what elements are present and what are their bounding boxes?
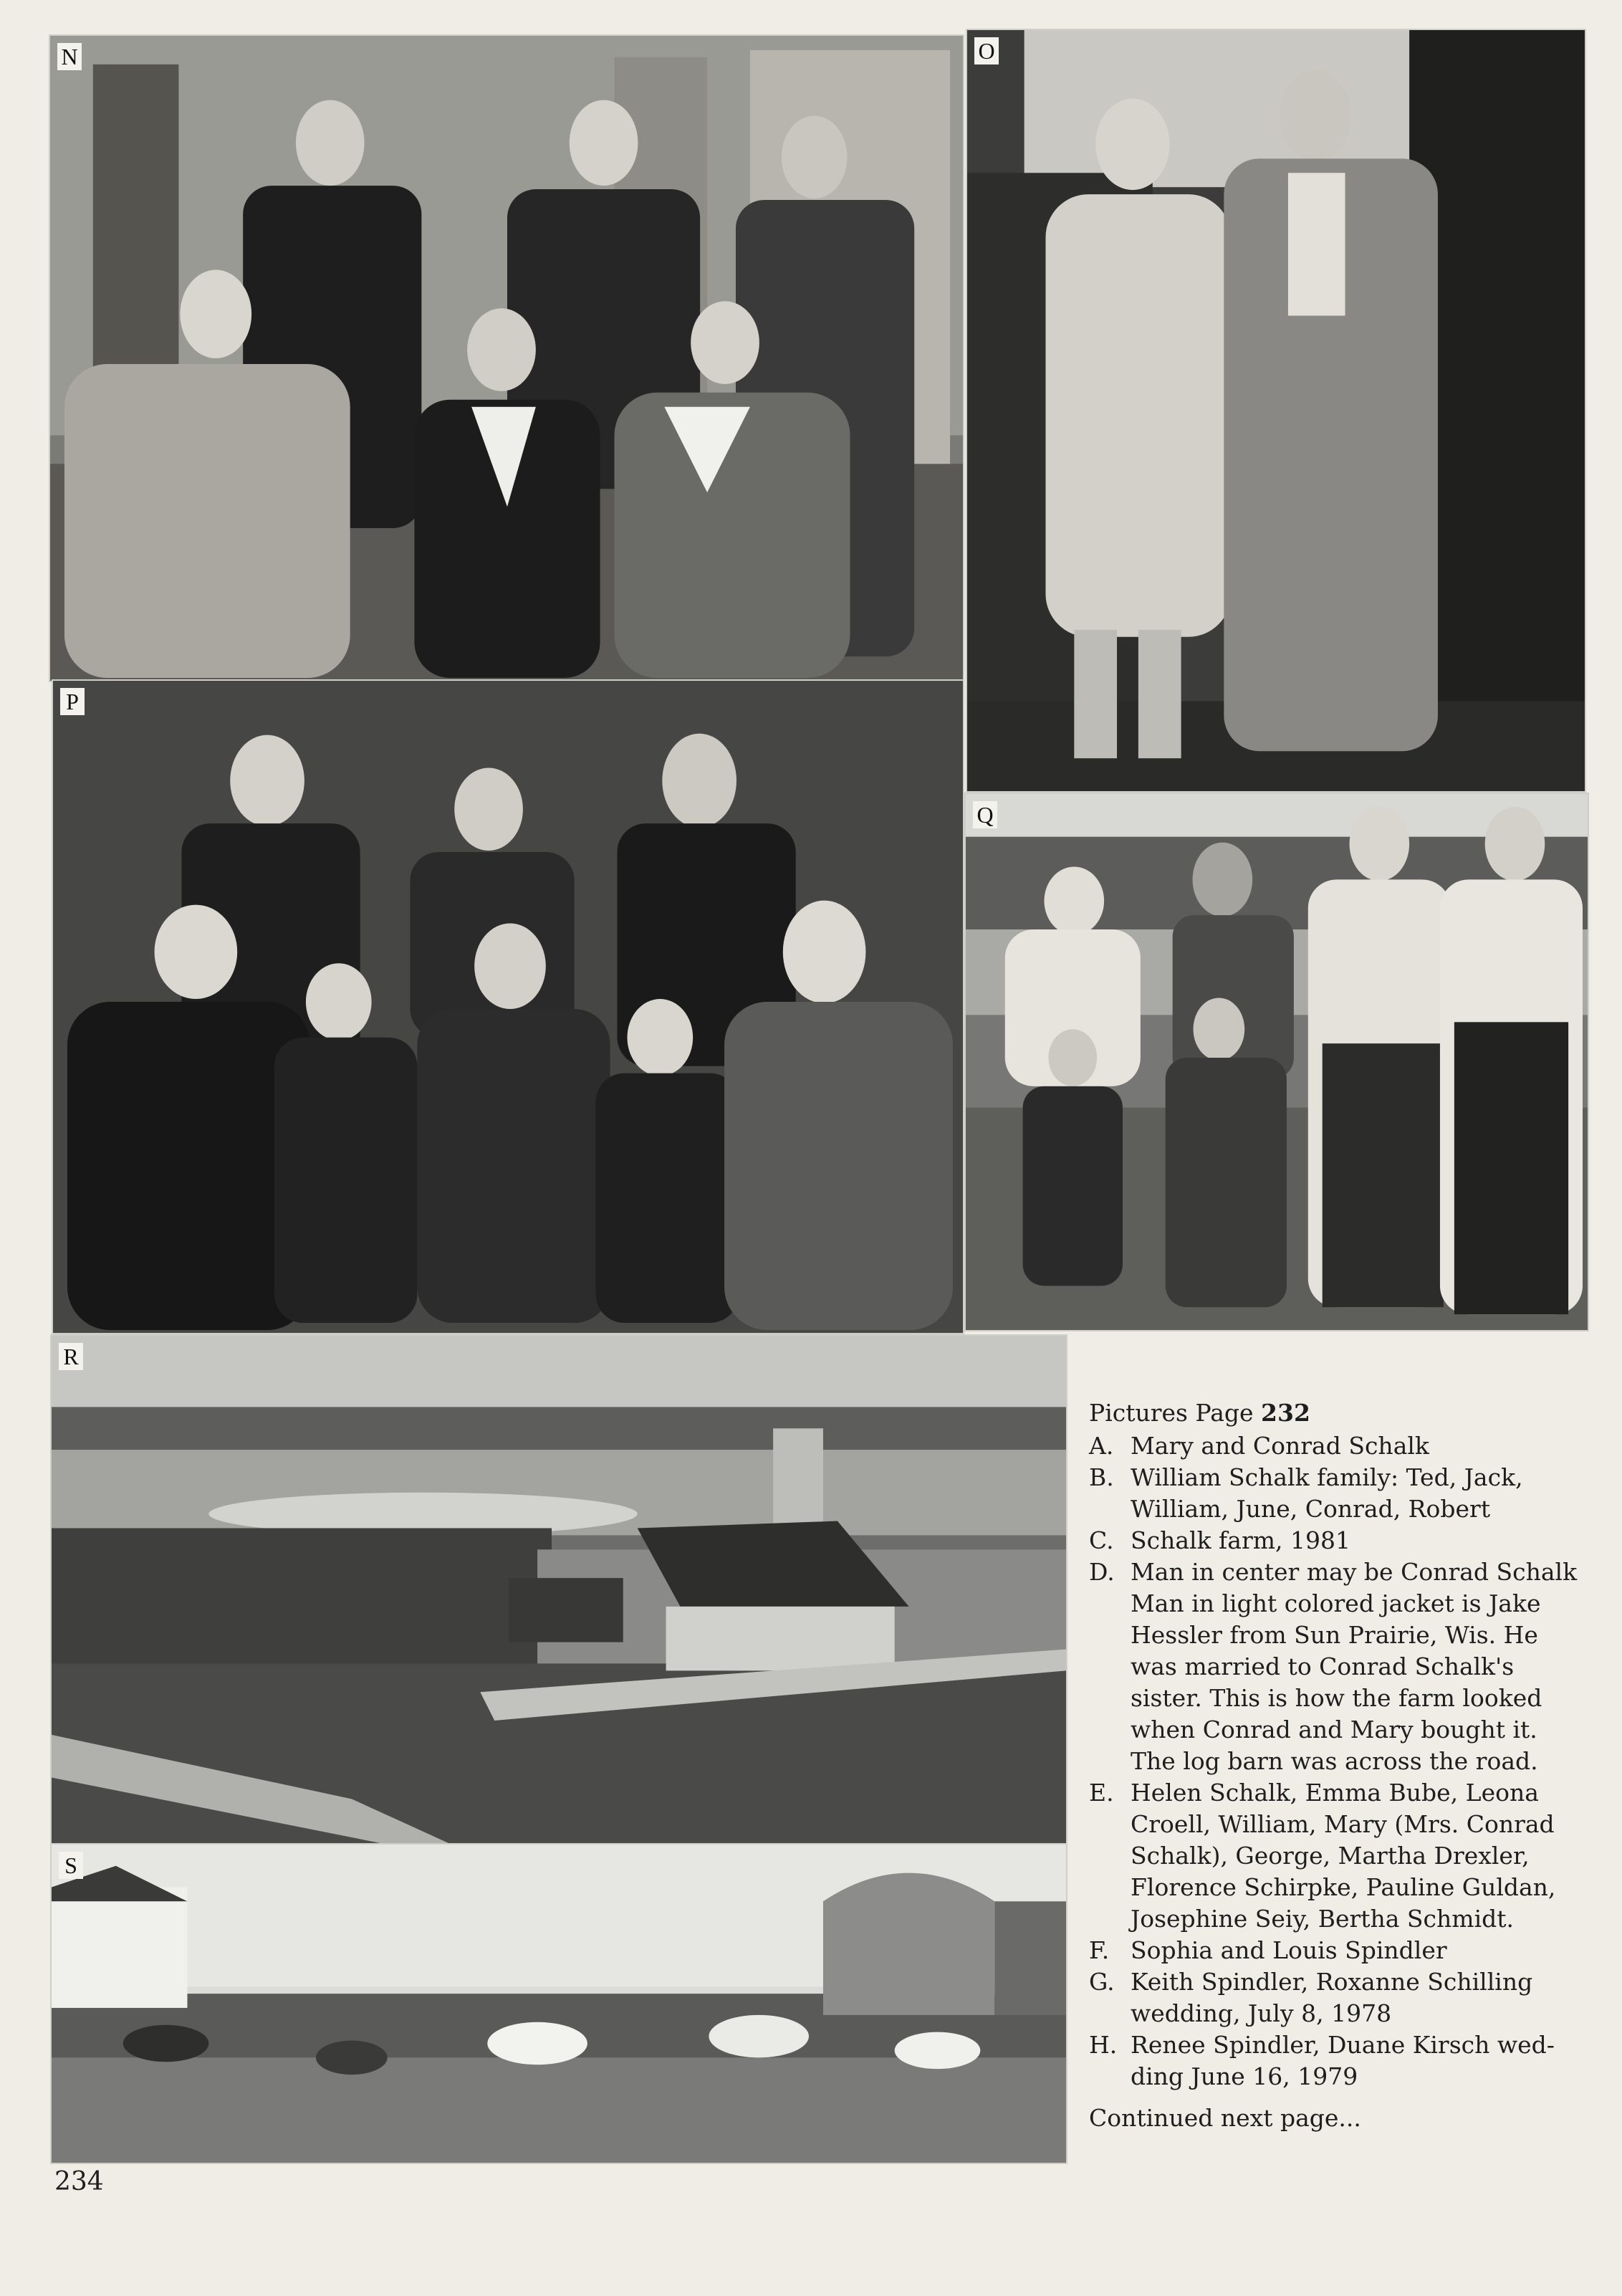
caption-text: Helen Schalk, Emma Bube, Leona Croell, William, Mary (Mrs. Conrad Schalk), George, Martha Drexler, Florence Schirpke, Pauline Guldan, Josephine Seiy, Bertha Schmidt. xyxy=(1131,1779,1556,1933)
caption-item xyxy=(1089,1777,1598,1935)
caption-item xyxy=(1089,1430,1598,1462)
caption-letter: F. xyxy=(1089,1936,1110,1964)
photo-label: N xyxy=(57,43,82,70)
caption-text: Keith Spindler, Roxanne Schilling wedding, July 8, 1978 xyxy=(1131,1968,1533,2027)
continued-note: Continued next page... xyxy=(1089,2104,1361,2132)
caption-letter: E. xyxy=(1089,1779,1114,1807)
caption-text: Schalk farm, 1981 xyxy=(1131,1526,1350,1554)
photo-n-image xyxy=(50,36,963,681)
caption-heading-number: 232 xyxy=(1261,1399,1310,1427)
caption-letter: A. xyxy=(1089,1432,1114,1460)
caption-letter: C. xyxy=(1089,1526,1114,1554)
photo-q xyxy=(964,793,1589,1331)
page-number: 234 xyxy=(54,2167,104,2196)
caption-item xyxy=(1089,1966,1598,2029)
caption-item xyxy=(1089,1556,1598,1777)
caption-item xyxy=(1089,1525,1598,1556)
caption-heading xyxy=(1089,1397,1598,1429)
photo-p-image xyxy=(53,681,963,1333)
caption-item xyxy=(1089,1935,1598,1966)
photo-label: Q xyxy=(973,801,997,828)
caption-letter: B. xyxy=(1089,1463,1114,1491)
caption-heading-prefix: Pictures Page xyxy=(1089,1399,1254,1427)
caption-text: Sophia and Louis Spindler xyxy=(1131,1936,1447,1964)
caption-text: Mary and Conrad Schalk xyxy=(1131,1432,1429,1460)
caption-item xyxy=(1089,1462,1598,1525)
photo-n xyxy=(49,34,964,682)
photo-label: S xyxy=(59,1852,83,1879)
photo-s-image xyxy=(52,1845,1066,2163)
caption-text: William Schalk family: Ted, Jack, William, June, Conrad, Robert xyxy=(1131,1463,1523,1523)
photo-o xyxy=(966,29,1586,793)
photo-label: R xyxy=(59,1343,83,1370)
caption-letter: G. xyxy=(1089,1968,1115,1996)
caption-text: Renee Spindler, Duane Kirsch wed- ding June 16, 1979 xyxy=(1131,2031,1555,2090)
caption-item xyxy=(1089,2029,1598,2092)
photo-q-image xyxy=(966,794,1588,1330)
caption-letter: H. xyxy=(1089,2031,1118,2059)
photo-o-image xyxy=(967,30,1585,791)
caption-text: Man in center may be Conrad Schalk Man in light colored jacket is Jake Hessler from Sun Prairie, Wis. He was married to Conrad Schalk's sister. This is how the farm looked when Conrad and Mary bought it. The log barn was across the road. xyxy=(1131,1558,1578,1775)
photo-r-image xyxy=(52,1336,1066,1845)
photo-p xyxy=(52,679,964,1334)
photo-label: O xyxy=(974,37,999,64)
photo-s xyxy=(50,1843,1067,2164)
caption-letter: D. xyxy=(1089,1558,1115,1586)
photo-r xyxy=(50,1334,1067,1846)
caption-block xyxy=(1089,1397,1598,2158)
photo-label: P xyxy=(60,688,85,715)
